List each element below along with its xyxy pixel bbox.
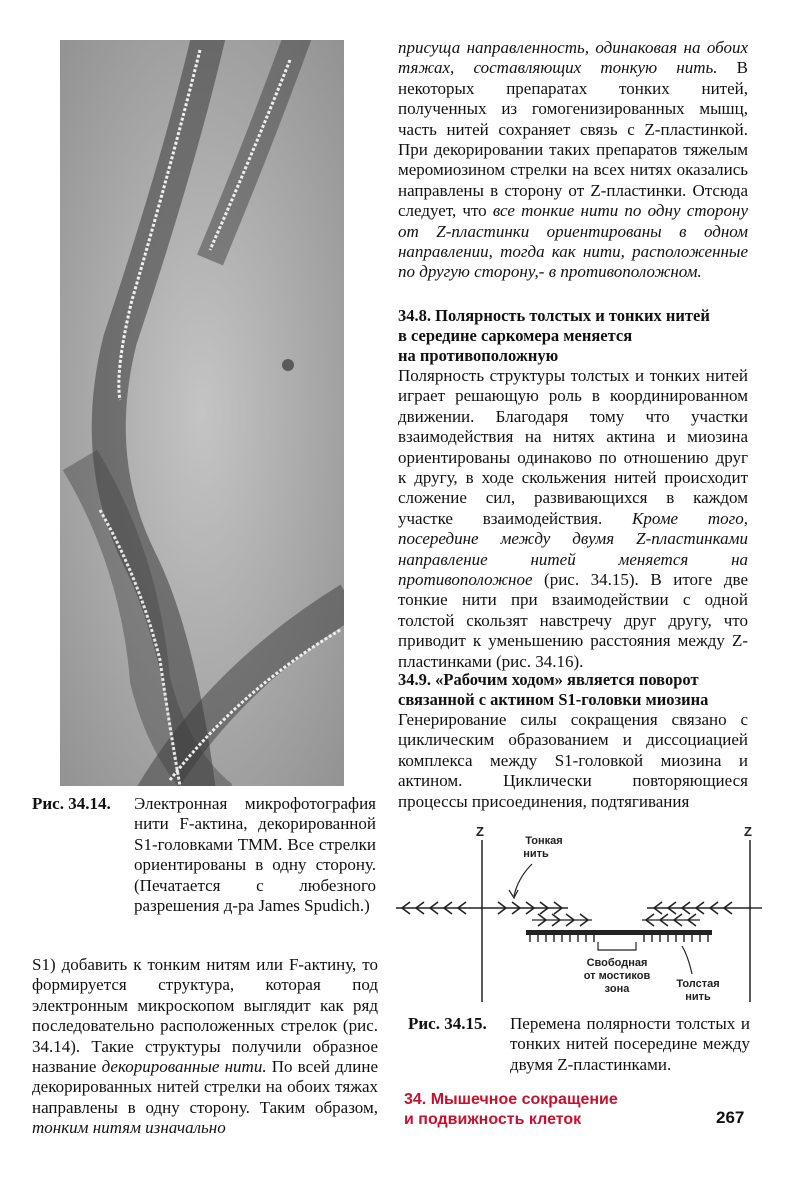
thick-filament-label-line-1: Толстая — [676, 978, 720, 990]
z-label-left: Z — [476, 824, 484, 839]
right-intro-paragraph — [398, 38, 748, 283]
sec348-italic: Кроме того, посередине между двумя Z-пластинками направление нитей меняется на противоположное — [398, 508, 748, 590]
footer-line-2: и подвижность клеток — [404, 1111, 582, 1128]
sec348-text-1: Полярность структуры толстых и тонких нитей играет решающую роль в координированном движении. Благодаря тому что участки взаимодействия на нитях актина и миозина ориентированы одинаково по отношению друг к другу, в ходе скольжения нитей происходит сложение сил, развивающихся в каждом участке взаимодействия. — [398, 366, 748, 528]
thin-filament-pointer — [514, 864, 532, 896]
section-34-8-heading — [398, 306, 748, 366]
section-34-8-heading-line-1: 34.8. Полярность толстых и тонких нитей — [398, 306, 710, 325]
left-para-italic-term: декорированные нити. — [101, 1057, 267, 1077]
intro-italic-start: присуща направленность, одинаковая на обоих тяжах, составляющих тонкую нить. — [398, 38, 748, 78]
thick-filament-ticks — [530, 935, 708, 942]
thick-filament-pointer — [682, 946, 692, 974]
micrograph-figure-34-14 — [60, 40, 344, 786]
bare-zone-label-line-3: зона — [604, 983, 630, 995]
bare-zone-label-line-2: от мостиков — [583, 970, 651, 982]
thin-filament-label-line-2: нить — [523, 848, 549, 860]
figure-34-14-caption: Электронная микрофотография нити F-актина, декорированной S1-головками ТММ. Все стрелки ориентированы в одну сторону. (Печатается с любезного разрешения д-ра James Spudich.) — [134, 794, 376, 916]
figure-34-15-caption: Перемена полярности толстых и тонких нитей посередине между двумя Z-пластинками. — [510, 1014, 750, 1074]
z-label-right: Z — [744, 824, 752, 839]
intro-text: В некоторых препаратах тонких нитей, полученных из гомогенизированных мышц, часть нитей сохраняет связь с Z-пластинкой. При декорировании таких препаратов тяжелым меромиозином стрелки на всех нитях оказались направлены в сторону от Z-пластинки. Отсюда следует, что — [398, 58, 749, 221]
sarcomere-diagram — [392, 820, 762, 1010]
section-34-9-heading-line-1: 34.9. «Рабочим ходом» является поворот — [398, 670, 699, 689]
sec348-text-2: (рис. 34.15). В итоге две тонкие нити при взаимодействии с одной толстой скользят навстречу друг другу, что приводит к уменьшению расстояния между Z-пластинками (рис. 34.16). — [398, 570, 748, 671]
thick-filament — [526, 930, 712, 935]
running-footer — [404, 1090, 664, 1130]
section-34-8-body — [398, 366, 748, 672]
bare-zone-label-line-1: Свободная — [586, 957, 648, 969]
left-para-text-1: S1) добавить к тонким нитям или F-актину, то формируется структура, которая под электронным микроскопом выглядит как ряд последовательно расположенных стрелок (рис. 34.14). Такие структуры получили образное название — [32, 955, 378, 1077]
micrograph-image — [60, 40, 344, 786]
section-34-9-body: Генерирование силы сокращения связано с циклическим образованием и диссоциацией комплекса между S1-головкой миозина и актином. Циклически повторяющиеся процессы присоединения, подтягивания — [398, 710, 748, 811]
figure-34-14-label: Рис. 34.14. — [32, 794, 111, 813]
bare-zone-bracket — [598, 942, 636, 950]
figure-34-15-diagram — [392, 820, 762, 1010]
left-bottom-paragraph — [32, 955, 378, 1139]
section-34-9-heading — [398, 670, 748, 710]
intro-italic-end: все тонкие нити по одну сторону от Z-пластинки ориентированы в одном направлении, тогда как нити, расположенные по другую сторону,- в противоположном. — [398, 201, 748, 282]
section-34-8-heading-line-3: на противоположную — [398, 346, 559, 365]
thick-filament-label-line-2: нить — [685, 991, 711, 1003]
page-number: 267 — [716, 1108, 745, 1127]
footer-line-1: 34. Мышечное сокращение — [404, 1091, 618, 1108]
figure-34-15-label: Рис. 34.15. — [408, 1014, 487, 1033]
thin-filament-label-line-1: Тонкая — [525, 835, 563, 847]
section-34-9-heading-line-2: связанной с актином S1-головки миозина — [398, 690, 709, 709]
left-para-italic-end: тонким нитям изначально — [32, 1118, 226, 1138]
section-34-8-heading-line-2: в середине саркомера меняется — [398, 326, 633, 345]
left-para-text-2: По всей длине декорированных нитей стрелки на обоих тяжах направлены в одну сторону. Таким образом, — [32, 1057, 379, 1117]
